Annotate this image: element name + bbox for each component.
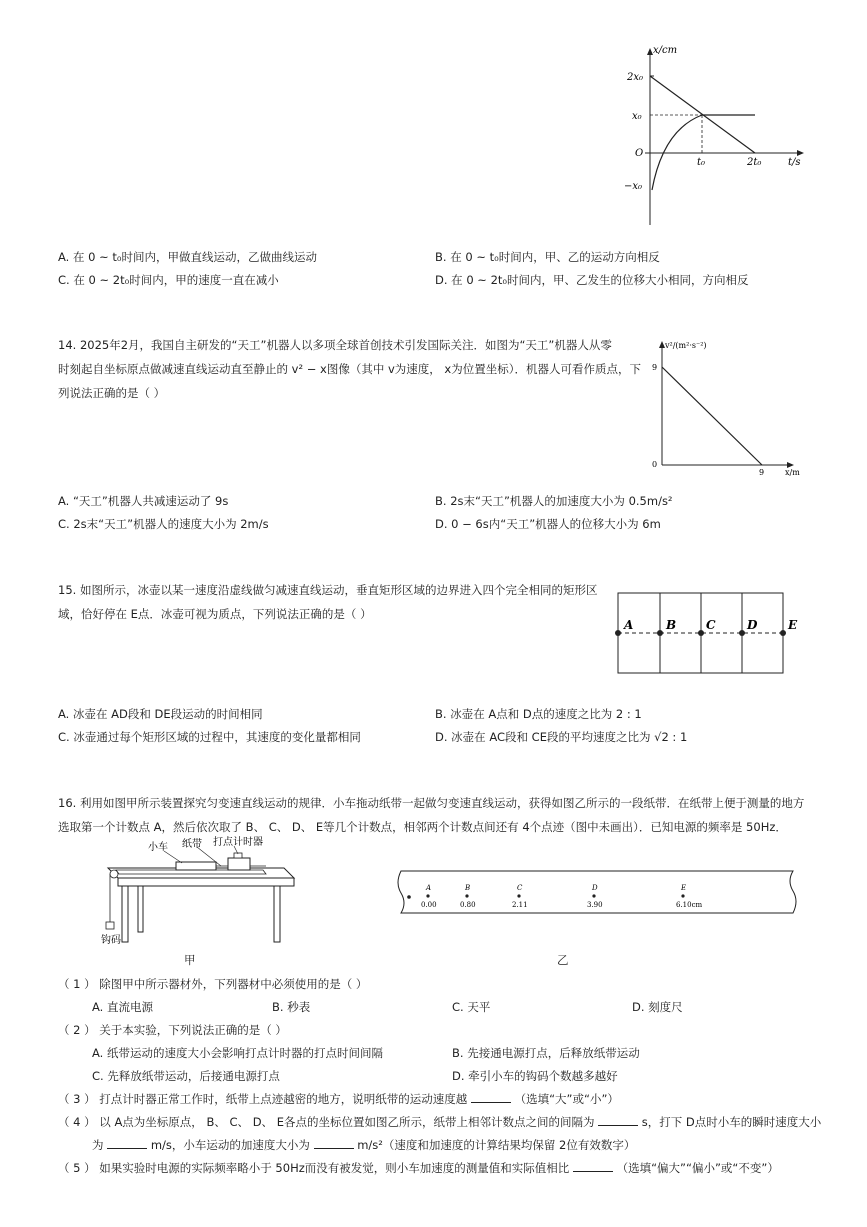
q16-sub4-text3: 为 — [92, 1138, 104, 1152]
q15-option-b[interactable]: B. 冰壶在 A点和 D点的速度之比为 2 : 1 — [435, 707, 642, 721]
q16-sub5-hint: （选填“偏大”“偏小”或“不变”） — [616, 1161, 779, 1175]
q14-x-label: x/m — [785, 468, 800, 477]
q13-option-c[interactable]: C. 在 0 ~ 2t₀时间内，甲的速度一直在减小 — [58, 273, 279, 287]
q14-origin: 0 — [652, 460, 658, 469]
q16-stem-line2: 选取第一个计数点 A，然后依次取了 B、 C、 D、 E等几个计数点，相邻两个计数点间还有 4个点迹（图中未画出）．已知电源的频率是 50Hz． — [58, 820, 787, 834]
q15-point-e: E — [788, 618, 798, 632]
tape-point-value: 6.10cm — [676, 901, 703, 909]
q16-sub1-option-d[interactable]: D. 刻度尺 — [632, 1000, 683, 1014]
q15-option-c[interactable]: C. 冰壶通过每个矩形区域的过程中，其速度的变化量都相同 — [58, 730, 361, 744]
q16-sub4-line2 — [92, 1137, 635, 1153]
q15-point-d: D — [747, 618, 758, 632]
q13-y-x0: x₀ — [632, 111, 642, 122]
q16-sub4-blank-velocity[interactable] — [107, 1138, 147, 1149]
q16-sub3 — [58, 1091, 619, 1107]
q16-stem-line1: 16. 利用如图甲所示装置探究匀变速直线运动的规律．小车拖动纸带一起做匀变速直线运动，获得如图乙所示的一段纸带．在纸带上便于测量的地方 — [58, 796, 805, 810]
q13-option-a[interactable]: A. 在 0 ~ t₀时间内，甲做直线运动，乙做曲线运动 — [58, 250, 318, 264]
q13-origin: O — [635, 148, 644, 159]
tape-point-label: B — [465, 884, 471, 892]
q14-stem-line3: 列说法正确的是（ ） — [58, 386, 166, 400]
q14-option-d[interactable]: D. 0 − 6s内“天工”机器人的位移大小为 6m — [435, 517, 661, 531]
tape-point-label: D — [592, 884, 598, 892]
q15-point-a: A — [624, 618, 634, 632]
q14-x-9: 9 — [759, 468, 765, 477]
tape-point-label: E — [681, 884, 687, 892]
q16-sub4-text1: （ 4 ） 以 A点为坐标原点， B、 C、 D、 E各点的坐标位置如图乙所示，纸带上相邻计数点之间的间隔为 — [58, 1115, 595, 1129]
q16-sub2-question: （ 2 ） 关于本实验，下列说法正确的是（ ） — [58, 1023, 287, 1037]
tape-point-dot — [465, 894, 468, 897]
q16-sub2-option-a[interactable]: A. 纸带运动的速度大小会影响打点计时器的打点时间间隔 — [92, 1046, 383, 1060]
q16-sub3-text: （ 3 ） 打点计时器正常工作时，纸带上点迹越密的地方，说明纸带的运动速度越 — [58, 1092, 468, 1106]
q16-caption-yi: 乙 — [557, 953, 569, 967]
q14-option-c[interactable]: C. 2s末“天工”机器人的速度大小为 2m/s — [58, 517, 269, 531]
q16-sub4-blank-acceleration[interactable] — [314, 1138, 354, 1149]
q13-t0: t₀ — [697, 157, 706, 168]
q13-option-b[interactable]: B. 在 0 ~ t₀时间内，甲、乙的运动方向相反 — [435, 250, 660, 264]
q16-sub2-option-b[interactable]: B. 先接通电源打点，后释放纸带运动 — [452, 1046, 640, 1060]
q13-xt-graph — [615, 40, 815, 235]
tape-point-value: 0.80 — [460, 901, 476, 909]
q16-apparatus-diagram — [98, 836, 298, 948]
q13-y-2x0: 2x₀ — [627, 72, 644, 83]
q14-option-b[interactable]: B. 2s末“天工”机器人的加速度大小为 0.5m/s² — [435, 494, 673, 508]
q15-stem-line2: 域，恰好停在 E点．冰壶可视为质点，下列说法正确的是（ ） — [58, 607, 372, 621]
q14-option-a[interactable]: A. “天工”机器人共减速运动了 9s — [58, 494, 229, 508]
tape-point-value: 0.00 — [421, 901, 437, 909]
q16-sub4-text5: m/s²（速度和加速度的计算结果均保留 2位有效数字） — [357, 1138, 636, 1152]
q16-sub2-option-d[interactable]: D. 牵引小车的钩码个数越多越好 — [452, 1069, 618, 1083]
q16-sub1-option-b[interactable]: B. 秒表 — [272, 1000, 311, 1014]
q15-option-d[interactable]: D. 冰壶在 AC段和 CE段的平均速度之比为 √2 : 1 — [435, 730, 688, 744]
q14-y-label: v²/(m²·s⁻²) — [665, 341, 707, 350]
q16-label-cart: 小车 — [148, 842, 168, 853]
q15-stem-line1: 15. 如图所示，冰壶以某一速度沿虚线做匀减速直线运动，垂直矩形区域的边界进入四个完全相同的矩形区 — [58, 583, 598, 597]
tape-point-value: 3.90 — [587, 901, 603, 909]
tape-point-dot — [517, 894, 520, 897]
q16-sub3-blank[interactable] — [471, 1092, 511, 1103]
q16-sub2-option-c[interactable]: C. 先释放纸带运动，后接通电源打点 — [92, 1069, 280, 1083]
q16-label-weight: 钩码 — [101, 935, 121, 946]
tape-point-dot — [592, 894, 595, 897]
q15-option-a[interactable]: A. 冰壶在 AD段和 DE段运动的时间相同 — [58, 707, 263, 721]
q16-sub5-text: （ 5 ） 如果实验时电源的实际频率略小于 50Hz而没有被发觉，则小车加速度的测量值和实际值相比 — [58, 1161, 570, 1175]
q16-sub1-option-a[interactable]: A. 直流电源 — [92, 1000, 153, 1014]
q15-curling-diagram — [610, 588, 810, 680]
q15-point-b: B — [666, 618, 677, 632]
q13-x-label: t/s — [788, 157, 801, 168]
q16-sub4-blank-interval[interactable] — [598, 1115, 638, 1126]
q16-sub1-question: （ 1 ） 除图甲中所示器材外，下列器材中必须使用的是（ ） — [58, 977, 368, 991]
q16-sub5-blank[interactable] — [573, 1161, 613, 1172]
tape-point-label: A — [426, 884, 432, 892]
q14-y-9: 9 — [652, 363, 658, 372]
tape-point-dot — [681, 894, 684, 897]
q13-option-d[interactable]: D. 在 0 ~ 2t₀时间内，甲、乙发生的位移大小相同，方向相反 — [435, 273, 749, 287]
tape-point-label: C — [517, 884, 523, 892]
tape-point-dot — [426, 894, 429, 897]
q13-y-neg-x0: −x₀ — [624, 181, 643, 192]
q16-paper-tape — [393, 865, 813, 921]
q16-sub1-option-c[interactable]: C. 天平 — [452, 1000, 491, 1014]
q16-sub3-hint: （选填“大”或“小”） — [514, 1092, 619, 1106]
q16-caption-jia: 甲 — [184, 953, 196, 967]
q16-sub4-line1 — [58, 1114, 821, 1130]
q15-point-c: C — [706, 618, 716, 632]
q16-label-tape: 纸带 — [182, 839, 202, 850]
q16-sub4-text4: m/s，小车运动的加速度大小为 — [150, 1138, 310, 1152]
q14-stem-line2: 时刻起自坐标原点做减速直线运动直至静止的 v² − x图像（其中 v为速度， x为位置坐标）．机器人可看作质点，下 — [58, 362, 641, 376]
q14-v2x-graph — [645, 335, 815, 480]
q16-label-timer: 打点计时器 — [213, 837, 263, 848]
tape-point-value: 2.11 — [512, 901, 528, 909]
q13-y-label: x/cm — [653, 45, 678, 56]
q13-2t0: 2t₀ — [747, 157, 762, 168]
q14-stem-line1: 14. 2025年2月，我国自主研发的“天工”机器人以多项全球首创技术引发国际关注．如图为“天工”机器人从零 — [58, 338, 612, 352]
q16-sub4-text2: s，打下 D点时小车的瞬时速度大小 — [641, 1115, 822, 1129]
q16-sub5 — [58, 1160, 779, 1176]
